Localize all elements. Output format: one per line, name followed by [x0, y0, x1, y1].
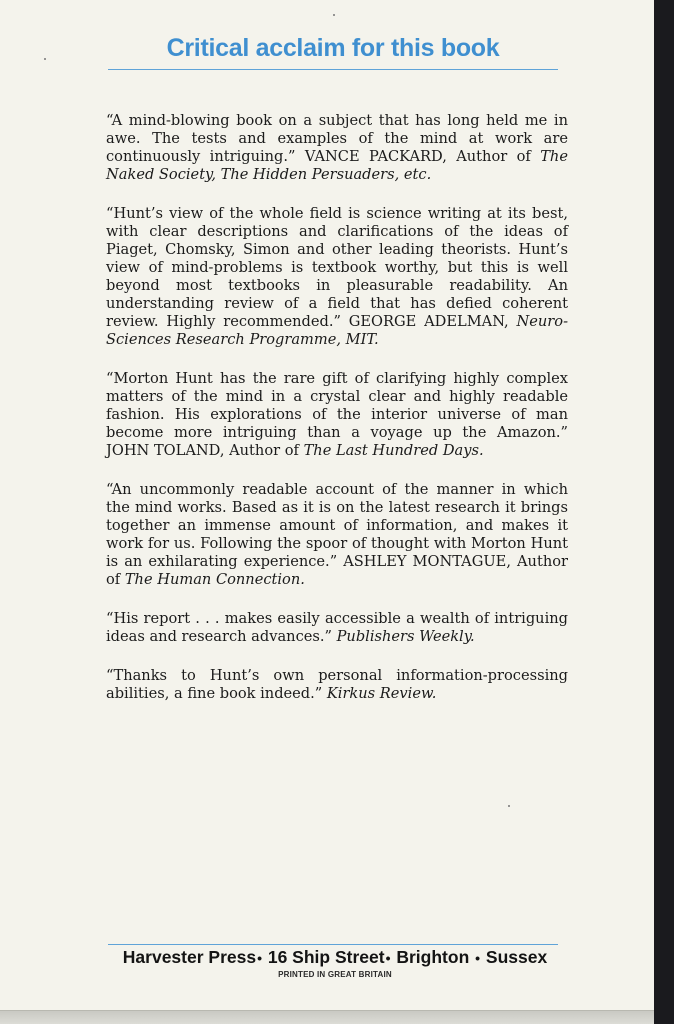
review-4 — [106, 481, 568, 589]
review-6 — [106, 667, 568, 703]
review-quote: “Hunt’s view of the whole field is science writing at its best, with clear descriptions and clarifications of the ideas of Piaget, Chomsky, Simon and other leading theorists. Hunt’s view of mind-problems is textbook worthy, but this is well beyond most textbooks in pleasurable readability. An understanding review of a field that has defied coherent review. Highly recommended.” — [106, 205, 568, 330]
separator: • — [475, 950, 481, 966]
review-source: Publishers Weekly. — [336, 628, 475, 645]
review-quote: “Thanks to Hunt’s own personal information-processing abilities, a fine book indeed.” — [106, 667, 568, 702]
review-role: , — [504, 313, 517, 330]
publisher-address — [100, 947, 570, 968]
paper-speck — [44, 58, 46, 60]
review-1 — [106, 112, 568, 184]
bottom-edge-shadow — [0, 1011, 654, 1024]
paper-speck — [333, 14, 335, 16]
review-author: GEORGE ADELMAN — [348, 313, 505, 330]
review-author: ASHLEY MONTAGUE — [343, 553, 507, 570]
review-source: The Last Hundred Days. — [303, 442, 484, 459]
publisher-street: 16 Ship Street — [267, 947, 385, 967]
book-spine-edge — [654, 0, 674, 1024]
review-quote: “An uncommonly readable account of the manner in which the mind works. Based as it is on the latest research it brings together an immense amount of information, and makes it work for us. Following the spoor of thought with Morton Hunt is an exhilarating experience.” — [106, 481, 568, 570]
review-5 — [106, 610, 568, 646]
heading: Critical acclaim for this book — [166, 34, 500, 62]
separator: • — [257, 950, 262, 966]
review-source: Neuro-Sciences Research Programme, MIT. — [106, 313, 568, 348]
review-quote: “A mind-blowing book on a subject that has long held me in awe. The tests and examples of the mind at work are continuously intriguing.” — [106, 112, 568, 165]
review-source: Kirkus Review. — [326, 685, 437, 702]
review-3 — [106, 370, 568, 460]
publisher-city: Brighton — [396, 947, 470, 967]
review-role: , Author of — [219, 442, 304, 459]
heading-rule — [108, 69, 558, 70]
review-role: , Author of — [106, 553, 568, 588]
review-2 — [106, 205, 568, 349]
review-author: VANCE PACKARD — [304, 148, 443, 165]
reviews-list — [106, 112, 568, 724]
publisher-county: Sussex — [485, 947, 548, 967]
separator: • — [385, 950, 391, 966]
printed-in-note: PRINTED IN GREAT BRITAIN — [278, 970, 392, 979]
review-author: JOHN TOLAND — [106, 442, 220, 459]
footer-rule — [108, 944, 558, 945]
paper-speck — [508, 805, 510, 807]
review-quote: “His report . . . makes easily accessible a wealth of intriguing ideas and research advances.” — [106, 610, 568, 645]
review-source: The Human Connection. — [124, 571, 305, 588]
review-source: The Naked Society, The Hidden Persuaders, etc. — [106, 148, 568, 183]
review-role: , Author of — [442, 148, 541, 165]
publisher-name: Harvester Press — [122, 947, 257, 967]
review-quote: “Morton Hunt has the rare gift of clarifying highly complex matters of the mind in a crystal clear and highly readable fashion. His explorations of the interior universe of man become more intriguing than a voyage up the Amazon.” — [106, 370, 568, 441]
